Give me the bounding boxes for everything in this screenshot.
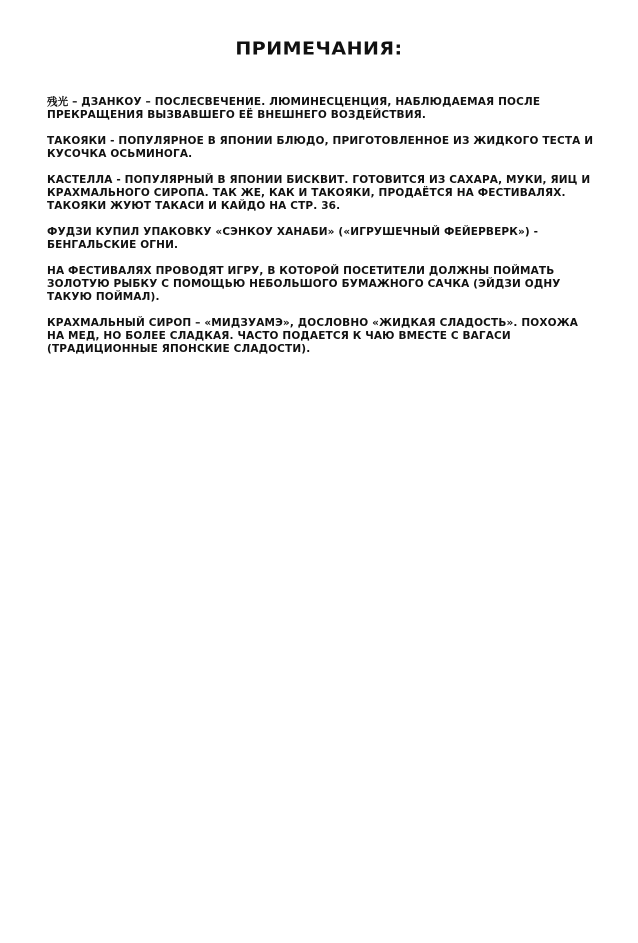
note-senkou-hanabi: ФУДЗИ КУПИЛ УПАКОВКУ «СЭНКОУ ХАНАБИ» («ИГРУШЕЧНЫЙ ФЕЙЕРВЕРК») - БЕНГАЛЬСКИЕ ОГНИ. (47, 226, 539, 251)
note-castella: КАСТЕЛЛА - ПОПУЛЯРНЫЙ В ЯПОНИИ БИСКВИТ. ГОТОВИТСЯ ИЗ САХАРА, МУКИ, ЯИЦ И КРАХМАЛЬНОГО СИРОПА. ТАК ЖЕ, КАК И ТАКОЯКИ, ПРОДАЁТСЯ НА ФЕСТИВАЛЯХ. ТАКОЯКИ ЖУЮТ ТАКАСИ И КАЙДО НА СТР. 36. (47, 174, 591, 212)
notes-list (47, 96, 595, 369)
note-mizuame: КРАХМАЛЬНЫЙ СИРОП – «МИДЗУАМЭ», ДОСЛОВНО «ЖИДКАЯ СЛАДОСТЬ». ПОХОЖА НА МЕД, НО БОЛЕЕ СЛАДКАЯ. ЧАСТО ПОДАЕТСЯ К ЧАЮ ВМЕСТЕ С ВАГАСИ (ТРАДИЦИОННЫЕ ЯПОНСКИЕ СЛАДОСТИ). (47, 317, 578, 355)
note-goldfish-game: НА ФЕСТИВАЛЯХ ПРОВОДЯТ ИГРУ, В КОТОРОЙ ПОСЕТИТЕЛИ ДОЛЖНЫ ПОЙМАТЬ ЗОЛОТУЮ РЫБКУ С ПОМОЩЬЮ НЕБОЛЬШОГО БУМАЖНОГО САЧКА (ЭЙДЗИ ОДНУ ТАКУЮ ПОЙМАЛ). (47, 265, 561, 303)
page-title: ПРИМЕЧАНИЯ: (235, 38, 403, 60)
note-dzankou: 残光 – ДЗАНКОУ – ПОСЛЕСВЕЧЕНИЕ. ЛЮМИНЕСЦЕНЦИЯ, НАБЛЮДАЕМАЯ ПОСЛЕ ПРЕКРАЩЕНИЯ ВЫЗВАВШЕГО ЕЁ ВНЕШНЕГО ВОЗДЕЙСТВИЯ. (47, 96, 541, 121)
note-takoyaki: ТАКОЯКИ - ПОПУЛЯРНОЕ В ЯПОНИИ БЛЮДО, ПРИГОТОВЛЕННОЕ ИЗ ЖИДКОГО ТЕСТА И КУСОЧКА ОСЬМИНОГА. (47, 135, 594, 160)
